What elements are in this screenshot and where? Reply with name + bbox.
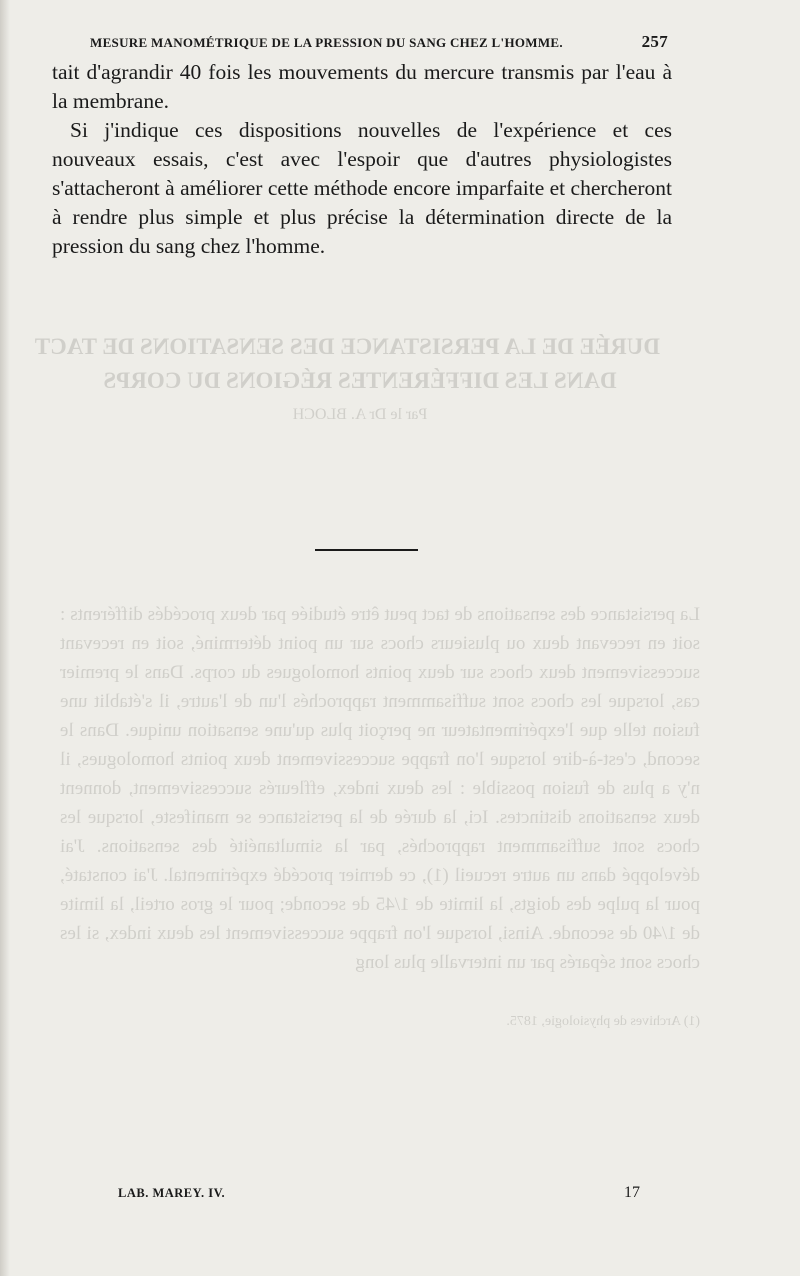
show-through-author: Par le Dr A. BLOCH <box>292 406 428 423</box>
running-head-title: MESURE MANOMÉTRIQUE DE LA PRESSION DU SANG CHEZ L'HOMME. <box>90 35 563 50</box>
show-through-title <box>34 330 660 432</box>
show-through-body-text: La persistance des sensations de tact peut être étudiée par deux procédés différents : soit en recevant deux ou plusieurs chocs sur un point déterminé, soit en recevant successivement deux chocs sur deux points homologues du corps. Dans le premier cas, lorsque les chocs sont suffisamment rapprochés l'un de l'autre, il s'établit une fusion telle que l'expérimentateur ne perçoit plus qu'une sensation unique. Dans le second, c'est-à-dire lorsque l'on frappe successivement deux points homologues, il n'y a plus de fusion possible : les deux index, effleurés successivement, donnent deux sensations distinctes. Ici, la durée de la persistance se manifeste, lorsque les chocs sont suffisamment rapprochés, par la simultanéité des sensations. J'ai développé dans un autre recueil (1), ce dernier procédé expérimental. J'ai constaté, pour la pulpe des doigts, la limite de 1/45 de seconde; pour le gros orteil, la limite de 1/40 de seconde. Ainsi, lorsque l'on frappe successivement les deux index, si les chocs sont séparés par un intervalle plus long <box>60 604 700 973</box>
printer-signature: LAB. MAREY. IV. <box>118 1186 226 1200</box>
page-number: 257 <box>641 32 668 51</box>
page-edge-shadow <box>0 0 10 1276</box>
signature-number: 17 <box>624 1184 640 1201</box>
body-text <box>52 58 672 261</box>
paragraph-conclusion: Si j'indique ces dispositions nouvelles de l'expérience et ces nouveaux essais, c'est avec l'espoir que d'autres physiologistes s'attacheront à améliorer cette méthode encore imparfaite et chercheront à rendre plus simple et plus précise la détermination directe de la pression du sang chez l'homme. <box>52 118 672 258</box>
show-through-title-line-2: DANS LES DIFFÉRENTES RÉGIONS DU CORPS <box>103 368 617 393</box>
show-through-title-line-1: DURÉE DE LA PERSISTANCE DES SENSATIONS DE TACT <box>34 334 660 359</box>
section-end-rule <box>315 549 418 551</box>
paragraph-continuation: tait d'agrandir 40 fois les mouvements du mercure transmis par l'eau à la membrane. <box>52 60 672 113</box>
show-through-body <box>60 600 700 1036</box>
page-footer <box>118 1184 640 1202</box>
show-through-footnote: (1) Archives de physiologie, 1875. <box>506 1014 700 1029</box>
running-head <box>90 32 668 52</box>
